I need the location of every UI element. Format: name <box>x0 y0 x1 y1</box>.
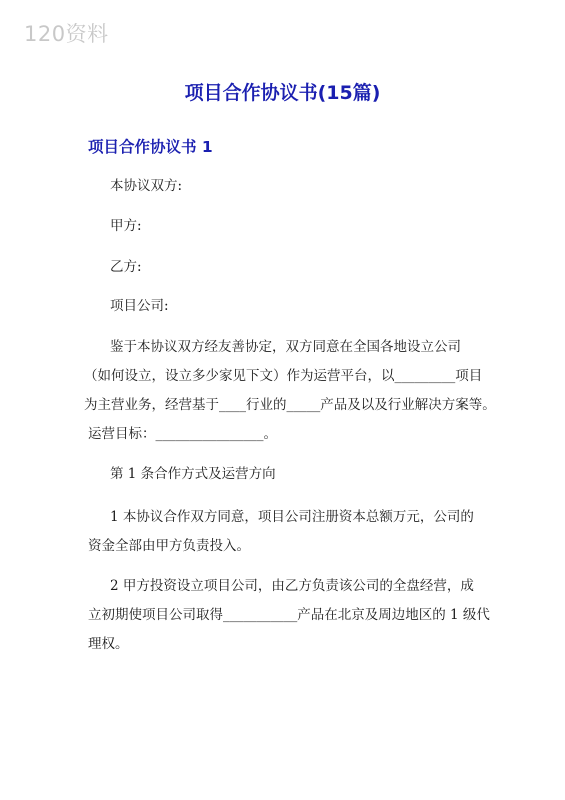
paragraph-line: 运营目标：________________。 <box>88 426 277 442</box>
paragraph-line: 甲方: <box>110 218 142 234</box>
section-title: 项目合作协议书 1 <box>88 138 213 156</box>
paragraph-line: 鉴于本协议双方经友善协定，双方同意在全国各地设立公司 <box>110 339 461 355</box>
watermark-logo: 120资料 <box>24 22 109 46</box>
document-title: 项目合作协议书(15篇) <box>184 82 381 104</box>
clause-heading: 第 1 条合作方式及运营方向 <box>110 466 276 482</box>
paragraph-line: 立初期使项目公司取得___________产品在北京及周边地区的 1 级代 <box>88 607 490 623</box>
paragraph-line: 1 本协议合作双方同意，项目公司注册资本总额万元，公司的 <box>110 509 474 525</box>
paragraph-line: （如何设立，设立多少家见下文）作为运营平台，以_________项目 <box>84 368 483 384</box>
paragraph-line: 乙方: <box>110 259 142 275</box>
paragraph-line: 2 甲方投资设立项目公司，由乙方负责该公司的全盘经营，成 <box>110 578 474 594</box>
paragraph-line: 为主营业务，经营基于____行业的_____产品及以及行业解决方案等。 <box>84 397 496 413</box>
paragraph-line: 资金全部由甲方负责投入。 <box>88 538 250 554</box>
paragraph-line: 项目公司: <box>110 298 169 314</box>
paragraph-line: 本协议双方: <box>110 178 183 194</box>
paragraph-line: 理权。 <box>88 636 129 652</box>
